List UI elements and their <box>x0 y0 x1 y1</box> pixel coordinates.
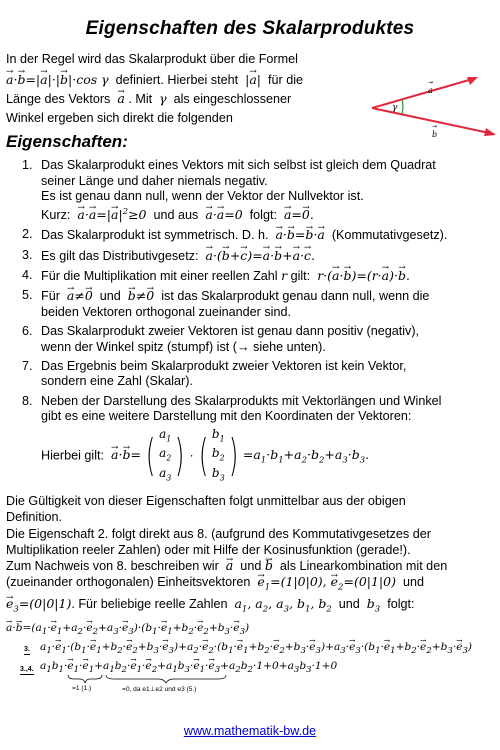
angle-arc <box>402 99 403 114</box>
property-number: 3. <box>22 247 33 262</box>
property-number: 8. <box>22 393 33 408</box>
paragraph-line: (zueinander orthogonalen) Einheitsvektoren → $e_1=(1|0|0)$, → $e_2=(0|1|0)$ und <box>6 574 496 596</box>
definition-formula: → a·→ b=|→ a|·|→ b|·cos γ <box>6 72 109 87</box>
coordinate-formula: Hierbei gilt: → a·→ b= ( $a_1$ $a_2$ $a_3$ ) · ( $b_1$ $b_2$ $b_3$ ) $=a_1\cdot b_1+a_2\cdot b_2+a_3\cdot b_3$. <box>41 427 494 485</box>
property-item-2 <box>22 227 494 244</box>
vector-a-arrow <box>372 78 476 108</box>
angle-label: γ <box>392 103 398 113</box>
brace-label-1: =1 (1.) <box>72 685 92 692</box>
intro-line-2 <box>6 70 336 90</box>
property-number: 4. <box>22 267 33 282</box>
svg-text:→: → <box>428 79 434 86</box>
property-number: 6. <box>22 323 33 338</box>
page-title: Eigenschaften des Skalarproduktes <box>85 18 415 39</box>
property-line: Für die Multiplikation mit einer reellen Zahl r gilt: r·(→ a·→ b)=(r·→ a)·→ b. <box>41 268 494 285</box>
property-item-3 <box>22 248 494 265</box>
intro-line-2-text: definiert. Hierbei steht |→ a| für die <box>112 73 303 87</box>
property-item-4 <box>22 268 494 285</box>
vector-b-label: b <box>432 130 438 139</box>
property-line: Das Skalarprodukt zweier Vektoren ist genau dann positiv (negativ), <box>41 323 420 338</box>
property-number: 1. <box>22 158 33 172</box>
paragraph-line: Definition. <box>6 510 63 525</box>
property-line: Das Ergebnis beim Skalarprodukt zweier Vektoren ist kein Vektor, <box>41 358 407 373</box>
property-item-6 <box>22 324 494 355</box>
intro-paragraph <box>6 50 336 128</box>
paragraph-line: Zum Nachweis von 8. beschreiben wir → a und → b als Linearkombination mit den <box>6 558 496 574</box>
property-line: Neben der Darstellung des Skalarprodukts mit Vektorlängen und Winkel <box>41 393 442 408</box>
property-item-8 <box>22 394 494 485</box>
vector-b-coordinates: ( $b_1$ $b_2$ $b_3$ ) <box>198 426 238 483</box>
vector-angle-figure <box>366 64 500 144</box>
property-item-5 <box>22 288 494 320</box>
property-item-7 <box>22 359 494 390</box>
property-line-formula: Kurz: → $a\cdot\to a=|\to a|^2\ge 0$ und aus → a·→ a=0 folgt: → a=→ 0. <box>41 205 494 224</box>
property-number: 7. <box>22 358 33 373</box>
vector-b-arrowhead <box>484 128 496 136</box>
vector-a-coordinates: ( $a_1$ $a_2$ $a_3$ ) <box>145 426 185 483</box>
intro-line-4: Winkel ergeben sich direkt die folgenden <box>6 110 233 125</box>
property-line: Das Skalarprodukt eines Vektors mit sich selbst ist gleich dem Quadrat <box>41 158 436 172</box>
formula-prefix: Hierbei gilt: <box>41 448 104 463</box>
section-heading: Eigenschaften: <box>6 132 128 151</box>
vector-a-arrowhead <box>467 77 478 85</box>
svg-text:→: → <box>432 123 438 130</box>
equality-mark-3-4: 3.,4. <box>20 666 34 673</box>
property-line: Es gilt das Distributivgesetz: → a·(→ b+→ c)=→ a·→ b+→ a·→ c. <box>41 248 494 265</box>
property-line: Es ist genau dann null, wenn der Vektor der Nullvektor ist. <box>41 189 364 204</box>
derivation-line-3: $a_1b_1\cdot\to e_1\cdot\to e_1+a_1b_2\cdot\to e_1\cdot\to e_2+a_1b_3\cdot\to e_1\cdot\to e_3+a_2b_2\cdot 1+0+a_3b_3\cdot 1+0$ <box>40 660 337 675</box>
property-line: beiden Vektoren orthogonal zueinander sind. <box>41 304 291 319</box>
property-item-1 <box>22 158 494 224</box>
property-line: sondern eine Zahl (Skalar). <box>41 374 193 389</box>
property-line: Für → a≠→ 0 und → b≠→ 0 ist das Skalarprodukt genau dann null, wenn die <box>41 288 494 305</box>
property-number: 5. <box>22 288 33 303</box>
property-line: gibt es eine weitere Darstellung mit den Koordinaten der Vektoren: <box>41 409 412 424</box>
paragraph-line: Multiplikation reeler Zahlen) oder mit Hilfe der Kosinusfunktion (gerade!). <box>6 542 411 557</box>
equality-mark-3: 3. <box>24 646 30 653</box>
paragraph-line: → $e_3=(0|0|1)$. Für beliebige reelle Zahlen $a_1$, $a_2$, $a_3$, $b_1$, $b_2$ und $b_3$ folgt: <box>6 596 496 618</box>
brace-label-2: =0, da e1⊥e2 und e3 (5.) <box>122 686 197 693</box>
vector-a-label: a <box>428 86 433 95</box>
paragraph-line: Die Gültigkeit von dieser Eigenschaften folgt unmittelbar aus der obigen <box>6 494 406 508</box>
derivation-line-2: $a_1\cdot\to e_1\cdot(b_1\cdot\to e_1+b_2\cdot\to e_2+b_3\cdot\to e_3)+a_2\cdot\to e_2\cdot(b_1\cdot\to e_1+b_2\cdot\to e_2+b_3\cdot\to e_3)+a_3\cdot\to e_3\cdot(b_1\cdot\to e_1+b_2\cdot\to e_2+b_3\cdot\to e_3)$ <box>40 641 472 656</box>
derivation-line-1: → $a\cdot\to b=(a_1\cdot\to e_1+a_2\cdot\to e_2+a_3\cdot\to e_3)\cdot(b_1\cdot\to e_1+b_2\cdot\to e_2+b_3\cdot\to e_3)$ <box>6 622 249 637</box>
property-line: seiner Länge und daher niemals negativ. <box>41 173 268 188</box>
property-line: wenn der Winkel spitz (stumpf) ist (→ siehe unten). <box>41 339 326 354</box>
intro-line-3: Länge des Vektors → a . Mit γ als eingeschlossener <box>6 89 336 109</box>
property-line: Das Skalarprodukt ist symmetrisch. D. h. → a·→ b=→ b·→ a (Kommutativgesetz). <box>41 227 494 244</box>
paragraph-line: Die Eigenschaft 2. folgt direkt aus 8. (aufgrund des Kommutativgesetzes der <box>6 526 431 541</box>
proof-paragraph <box>6 493 496 618</box>
property-number: 2. <box>22 227 33 242</box>
footer-link[interactable]: www.mathematik-bw.de <box>183 724 317 738</box>
properties-list <box>22 158 494 489</box>
intro-line-1: In der Regel wird das Skalarprodukt über die Formel <box>6 52 298 66</box>
